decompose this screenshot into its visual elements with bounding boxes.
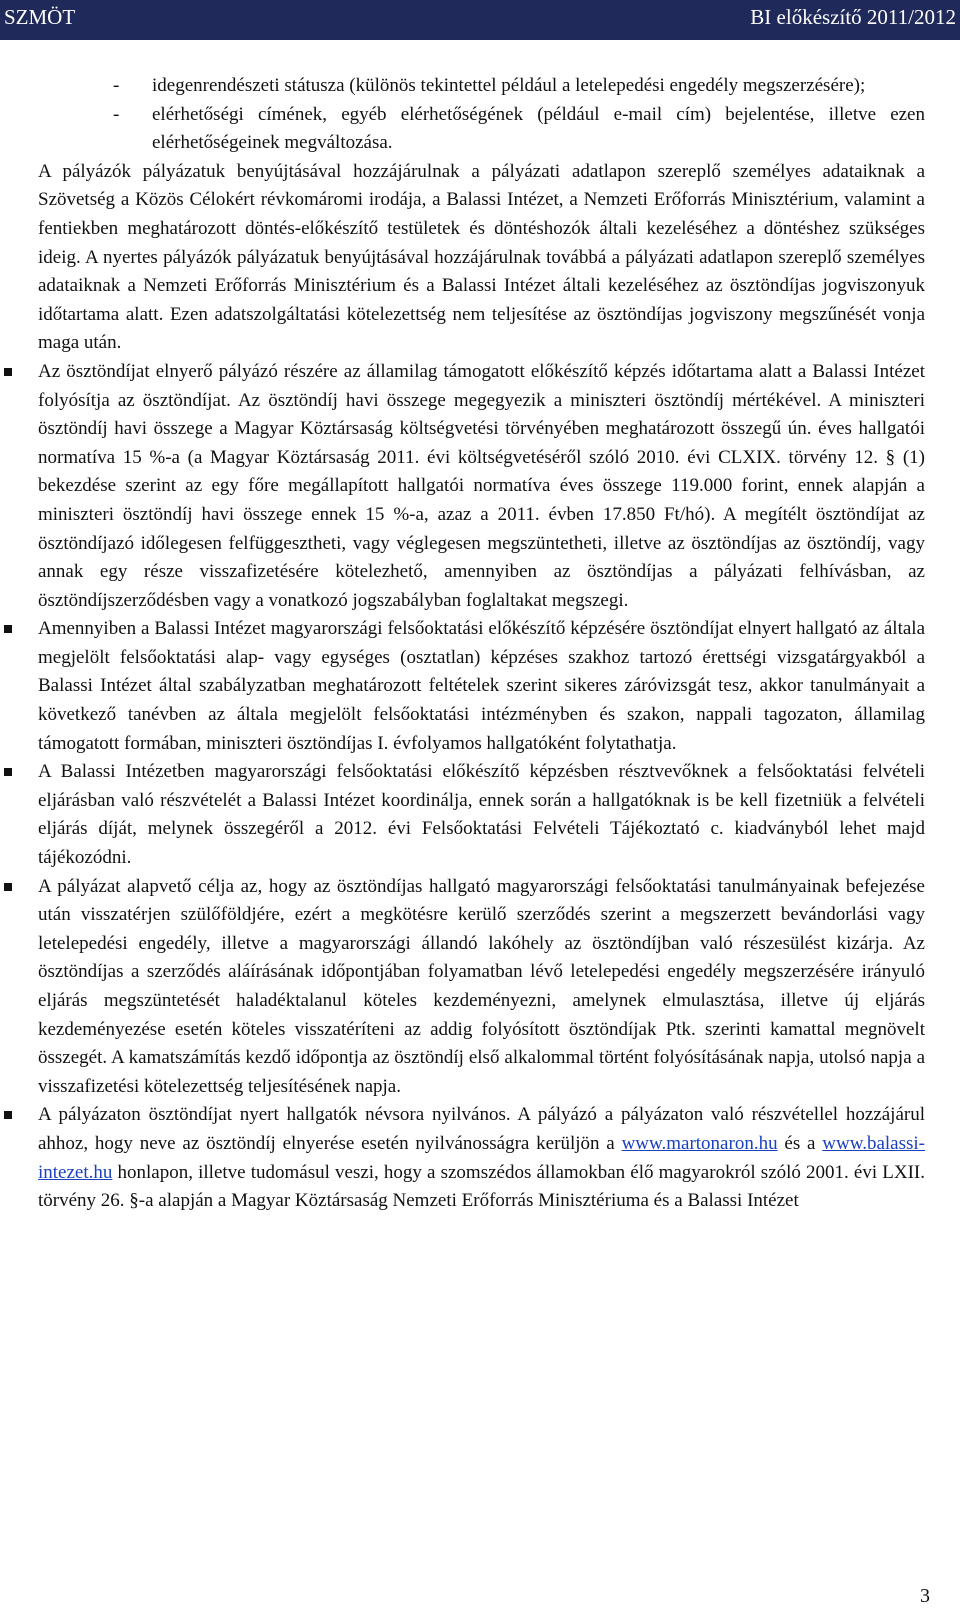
- bullet-text: Amennyiben a Balassi Intézet magyarországi felsőoktatási előkészítő képzésére ösztöndíjat elnyert hallgató az általa megjelölt felsőoktatási alap- vagy egységes (osztatlan) képzéses szakhoz tartozó érettségi vizsgatárgyakból a Balassi Intézet által szabályzatban meghatározott feltételek szerint sikeres záróvizsgát tesz, akkor tanulmányait a következő tanévben az általa megjelölt felsőoktatási intézményben és szakon, nappali tagozaton, államilag támogatott formában, miniszteri ösztöndíjas I. évfolyamos hallgatóként folytathatja.: [38, 618, 925, 754]
- dash-item-text: elérhetőségi címének, egyéb elérhetőségének (például e-mail cím) bejelentése, illetve ezen elérhetőségeinek megváltozása.: [152, 103, 925, 154]
- square-bullet-icon: [4, 368, 12, 376]
- bullet-text: A pályázat alapvető célja az, hogy az ösztöndíjas hallgató magyarországi felsőoktatási tanulmányainak befejezése után visszatérjen szülőföldjére, ezért a megkötésre kerülő szerződés szerint a megszerzett bevándorlási vagy letelepedési engedély, illetve a magyarországi állandó lakóhely az ösztöndíjban való részesülést kizárja. Az ösztöndíjas a szerződés aláírásának időpontjában folyamatban lévő letelepedési engedély megszerzésére irányuló eljárás megszüntetését haladéktalanul köteles kezdeményezni, amelynek elmulasztása, illetve új eljárás kezdeményezése esetén köteles visszatéríteni az addig folyósított ösztöndíjak Ptk. szerinti kamattal megnövelt összegét. A kamatszámítás kezdő időpontja az ösztöndíj első alkalommal történt folyósításának napja, utolsó napja a visszafizetési kötelezettség teljesítésének napja.: [38, 875, 925, 1097]
- dash-item-text: idegenrendészeti státusza (különös tekintettel például a letelepedési engedély megszerzésére);: [152, 75, 866, 96]
- bullet-text-middle: és a: [777, 1132, 823, 1154]
- bullet-item-continuation: [38, 615, 925, 758]
- dash-marker: -: [113, 75, 120, 96]
- page-number: 3: [920, 1585, 930, 1607]
- square-bullet-icon: [4, 1111, 12, 1119]
- bullet-item-publicity: [38, 1101, 925, 1215]
- dash-list-item: [38, 72, 925, 101]
- bullet-item-scholarship-amount: [38, 358, 925, 615]
- dash-marker: -: [113, 103, 120, 125]
- header-left-title: SZMÖT: [4, 5, 76, 29]
- dash-list-item: [38, 101, 925, 158]
- bullet-text: A Balassi Intézetben magyarországi felsőoktatási előkészítő képzésben résztvevőknek a felsőoktatási felvételi eljárásban való részvételét a Balassi Intézet koordinálja, ennek során a hallgatóknak is be kell fizetniük a felvételi eljárás díját, melynek összegéről a 2012. évi Felsőoktatási Felvételi Tájékoztató c. kiadványból lehet majd tájékozódni.: [38, 761, 925, 869]
- bullet-item-purpose: [38, 873, 925, 1102]
- bullet-text-start: A pályázaton ösztöndíjat nyert hallgatók névsora nyilvános. A pályázó a pályázaton való részvétellel hozzájárul ahhoz, hogy neve az ösztöndíj elnyerése esetén nyilvánosságra kerüljön a: [38, 1104, 925, 1154]
- bullet-text-end: honlapon, illetve tudomásul veszi, hogy a szomszédos államokban élő magyarokról szóló 2001. évi LXII. törvény 26. §-a alapján a Magyar Köztársaság Nemzeti Erőforrás Minisztériuma és a Balassi Intézet: [38, 1161, 925, 1212]
- balassi-intezet-link[interactable]: www.balassi-intezet.hu: [38, 1132, 925, 1183]
- square-bullet-icon: [4, 883, 12, 891]
- square-bullet-icon: [4, 768, 12, 776]
- martonaron-link[interactable]: www.martonaron.hu: [621, 1132, 778, 1154]
- bullet-text: Az ösztöndíjat elnyerő pályázó részére az államilag támogatott előkészítő képzés időtartama alatt a Balassi Intézet folyósítja az ösztöndíjat. Az ösztöndíj havi összege megegyezik a miniszteri ösztöndíj mértékével. A miniszteri ösztöndíj havi összege a Magyar Köztársaság költségvetési törvényében meghatározott összegű ún. éves hallgatói normatíva 15 %-a (a Magyar Köztársaság 2011. évi költségvetéséről szóló 2010. évi CLXIX. törvény 12. § (1) bekezdése szerint az egy főre megállapított hallgatói normatíva éves összege 119.000 forint, ennek alapján a miniszteri ösztöndíj havi összege ennek 15 %-a, azaz a 2011. évben 17.850 Ft/hó). A megítélt ösztöndíjat az ösztöndíjazó időlegesen felfüggesztheti, vagy véglegesen megszüntetheti, illetve az ösztöndíjas az ösztöndíj, vagy annak egy része visszafizetésére kötelezhető, amennyiben az ösztöndíjas a pályázati felhívásban, az ösztöndíjszerződésben vagy a vonatkozó jogszabályban foglaltakat megszegi.: [38, 360, 925, 611]
- page-header: [0, 0, 960, 40]
- consent-paragraph: A pályázók pályázatuk benyújtásával hozzájárulnak a pályázati adatlapon szereplő személyes adataiknak a Szövetség a Közös Célokért révkomáromi irodája, a Balassi Intézet, a Nemzeti Erőforrás Minisztérium, valamint a fentiekben meghatározott döntés-előkészítő testületek és döntéshozók általi kezeléséhez a döntéshez szükséges ideig. A nyertes pályázók pályázatuk benyújtásával hozzájárulnak továbbá a pályázati adatlapon szereplő személyes adataiknak a Nemzeti Erőforrás Minisztérium és a Balassi Intézet általi kezeléséhez az ösztöndíjas jogviszonyuk időtartama alatt. Ezen adatszolgáltatási kötelezettség nem teljesítése az ösztöndíjas jogviszony megszűnését vonja maga után.: [38, 160, 925, 354]
- bullet-item-admission: [38, 758, 925, 872]
- document-body: [38, 72, 925, 1216]
- square-bullet-icon: [4, 625, 12, 633]
- header-right-title: BI előkészítő 2011/2012: [750, 5, 956, 29]
